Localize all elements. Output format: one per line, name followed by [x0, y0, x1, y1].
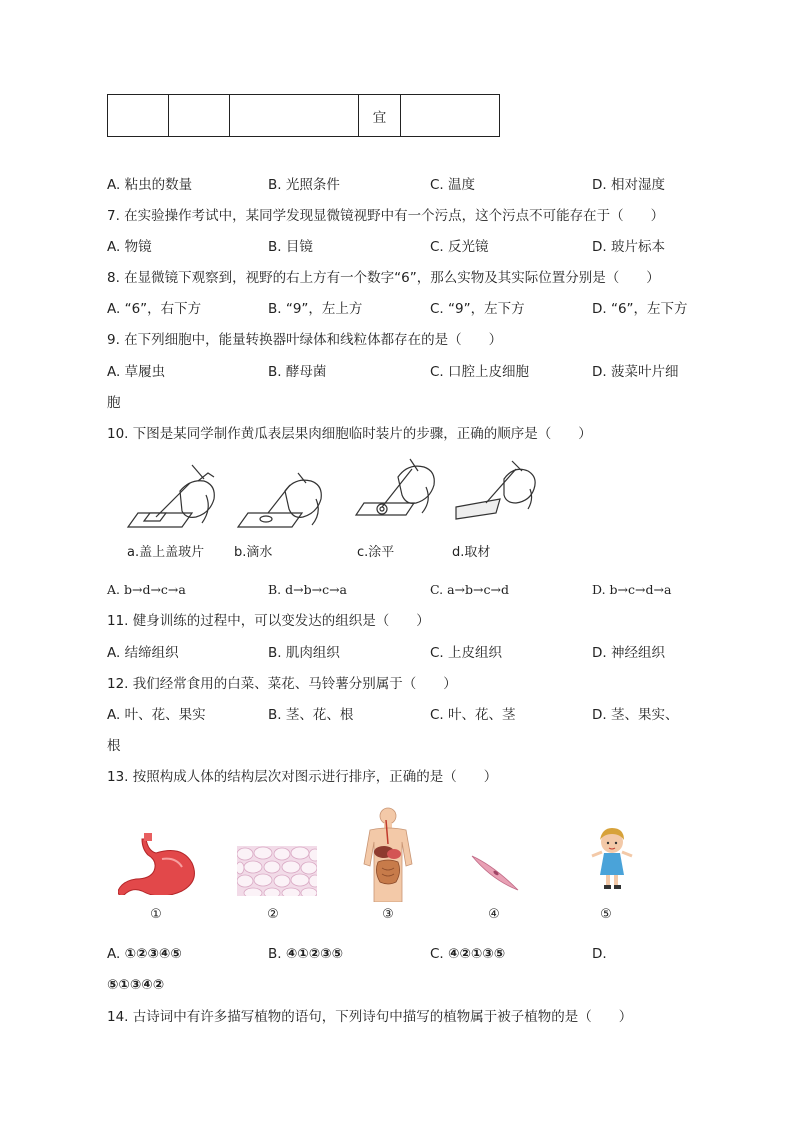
- q11-option-d: D. 神经组织: [592, 645, 665, 661]
- q9-option-d-continued: 胞: [107, 395, 121, 411]
- spreading-illustration: [356, 459, 434, 515]
- q10-question: 10. 下图是某同学制作黄瓜表层果肉细胞临时装片的步骤，正确的顺序是（ ）: [107, 426, 592, 442]
- q11-option-c: C. 上皮组织: [430, 645, 503, 661]
- dropper-illustration: [238, 473, 321, 527]
- slide-preparation-figure: [120, 455, 540, 535]
- table-cell: [401, 95, 500, 137]
- q8-option-b: B. “9”，左上方: [268, 301, 363, 317]
- caption-water-drop: b.滴水: [234, 545, 273, 560]
- q6-option-b: B. 光照条件: [268, 177, 340, 193]
- q10-option-d: D. b→c→d→a: [592, 582, 672, 597]
- q9-option-c: C. 口腔上皮细胞: [430, 364, 530, 380]
- q14-question: 14. 古诗词中有许多描写植物的语句，下列诗句中描写的植物属于被子植物的是（ ）: [107, 1009, 633, 1025]
- q11-option-b: B. 肌肉组织: [268, 645, 340, 661]
- human-body-system-image: [360, 806, 416, 902]
- label-4: ④: [488, 907, 500, 922]
- table-cell: 宜: [359, 95, 401, 137]
- q8-option-a: A. “6”，右下方: [107, 301, 202, 317]
- q13-option-b-value: ④①②③⑤: [285, 946, 344, 962]
- q10-option-b: B. d→b→c→a: [268, 582, 348, 597]
- caption-spreading: c.涂平: [357, 545, 395, 560]
- q13-option-d-prefix: D.: [592, 946, 607, 962]
- label-2: ②: [267, 907, 279, 922]
- cover-slip-illustration: [128, 465, 214, 527]
- q7-question: 7. 在实验操作考试中，某同学发现显微镜视野中有一个污点，这个污点不可能存在于（ ）: [107, 208, 665, 224]
- girl-image: [588, 826, 636, 892]
- q6-option-c: C. 温度: [430, 177, 476, 193]
- q7-option-c: C. 反光镜: [430, 239, 489, 255]
- q10-option-a: A. b→d→c→a: [107, 582, 186, 597]
- stomach-image: [118, 833, 198, 895]
- q9-option-a: A. 草履虫: [107, 364, 166, 380]
- q12-option-c: C. 叶、花、茎: [430, 707, 516, 723]
- q13-option-a-value: ①②③④⑤: [124, 946, 182, 962]
- table-cell: [169, 95, 230, 137]
- q8-question: 8. 在显微镜下观察到，视野的右上方有一个数字“6”，那么实物及其实际位置分别是（ ）: [107, 270, 660, 286]
- q10-option-c: C. a→b→c→d: [430, 582, 509, 597]
- q13-option-a-prefix: A.: [107, 946, 125, 962]
- q13-option-b: [268, 944, 343, 964]
- q7-option-a: A. 物镜: [107, 239, 152, 255]
- label-3: ③: [382, 907, 394, 922]
- q13-option-c-value: ④②①③⑤: [448, 946, 506, 962]
- caption-taking-material: d.取材: [452, 545, 491, 560]
- table-cell: [230, 95, 359, 137]
- q12-option-b: B. 茎、花、根: [268, 707, 354, 723]
- label-1: ①: [150, 907, 162, 922]
- q6-option-d: D. 相对湿度: [592, 177, 665, 193]
- q13-option-c: [430, 944, 505, 964]
- q9-option-d: D. 菠菜叶片细: [592, 364, 679, 380]
- tissue-image: [237, 846, 317, 896]
- q6-option-a: A. 粘虫的数量: [107, 177, 193, 193]
- q13-option-a: [107, 944, 182, 964]
- q7-option-d: D. 玻片标本: [592, 239, 665, 255]
- q9-question: 9. 在下列细胞中，能量转换器叶绿体和线粒体都存在的是（ ）: [107, 332, 503, 348]
- q12-question: 12. 我们经常食用的白菜、菜花、马铃薯分别属于（ ）: [107, 676, 457, 692]
- top-table: [107, 94, 500, 137]
- label-5: ⑤: [600, 907, 612, 922]
- q11-question: 11. 健身训练的过程中，可以变发达的组织是（ ）: [107, 613, 430, 629]
- q8-option-c: C. “9”，左下方: [430, 301, 525, 317]
- q13-option-b-prefix: B.: [268, 946, 286, 962]
- muscle-cell-image: [470, 852, 520, 894]
- q8-option-d: D. “6”，左下方: [592, 301, 688, 317]
- q13-option-d-value: ⑤①③④②: [107, 977, 165, 993]
- q13-question: 13. 按照构成人体的结构层次对图示进行排序，正确的是（ ）: [107, 769, 498, 785]
- q7-option-b: B. 目镜: [268, 239, 313, 255]
- q9-option-b: B. 酵母菌: [268, 364, 327, 380]
- caption-cover-slip: a.盖上盖玻片: [127, 545, 205, 560]
- table-cell: [108, 95, 169, 137]
- q12-option-d: D. 茎、果实、: [592, 707, 679, 723]
- q12-option-d-continued: 根: [107, 738, 121, 754]
- q12-option-a: A. 叶、花、果实: [107, 707, 206, 723]
- q11-option-a: A. 结缔组织: [107, 645, 179, 661]
- specimen-taking-illustration: [456, 461, 535, 519]
- q13-option-c-prefix: C.: [430, 946, 449, 962]
